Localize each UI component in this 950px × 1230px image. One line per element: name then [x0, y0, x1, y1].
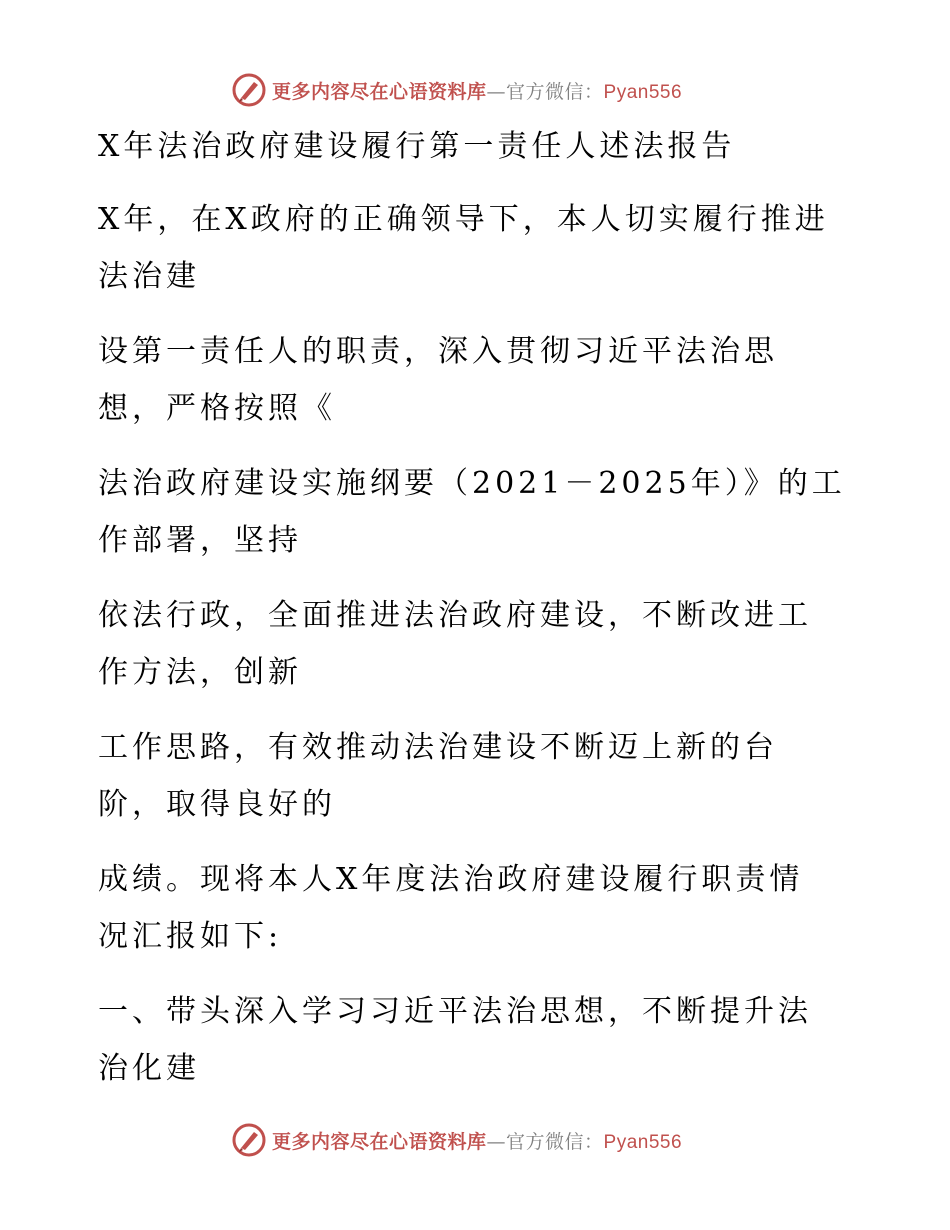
watermark-header: [232, 70, 732, 110]
document-title: X年法治政府建设履行第一责任人述法报告: [98, 129, 736, 164]
watermark-official: 官方微信：: [506, 80, 604, 103]
watermark-separator: —: [486, 1130, 507, 1153]
watermark-footer: [232, 1120, 732, 1160]
body-line: 况汇报如下:: [98, 919, 283, 954]
watermark-text: [272, 1127, 682, 1154]
pen-logo-icon: [232, 1123, 266, 1157]
watermark-wechat-id: Pyan556: [603, 1131, 683, 1153]
body-line: 作方法，创新: [98, 655, 302, 690]
body-line: 想，严格按照《: [98, 391, 336, 426]
watermark-brand: 更多内容尽在心语资料库: [272, 80, 487, 103]
watermark-official: 官方微信：: [506, 1130, 604, 1153]
watermark-brand: 更多内容尽在心语资料库: [272, 1130, 487, 1153]
body-line: X年，在X政府的正确领导下，本人切实履行推进: [98, 202, 829, 237]
body-line: 治化建: [98, 1051, 200, 1086]
body-line: 阶，取得良好的: [98, 787, 336, 822]
body-line: 法治建: [98, 259, 200, 294]
body-line: 法治政府建设实施纲要（2021－2025年）》的工: [98, 466, 846, 501]
watermark-text: [272, 77, 682, 104]
pen-logo-icon: [232, 73, 266, 107]
body-line: 一、带头深入学习习近平法治思想，不断提升法: [98, 994, 812, 1029]
watermark-wechat-id: Pyan556: [603, 81, 683, 103]
body-line: 成绩。现将本人X年度法治政府建设履行职责情: [98, 862, 804, 897]
body-line: 依法行政，全面推进法治政府建设，不断改进工: [98, 598, 812, 633]
watermark-separator: —: [486, 80, 507, 103]
body-line: 作部署，坚持: [98, 523, 302, 558]
body-line: 工作思路，有效推动法治建设不断迈上新的台: [98, 730, 778, 765]
body-line: 设第一责任人的职责，深入贯彻习近平法治思: [98, 334, 778, 369]
